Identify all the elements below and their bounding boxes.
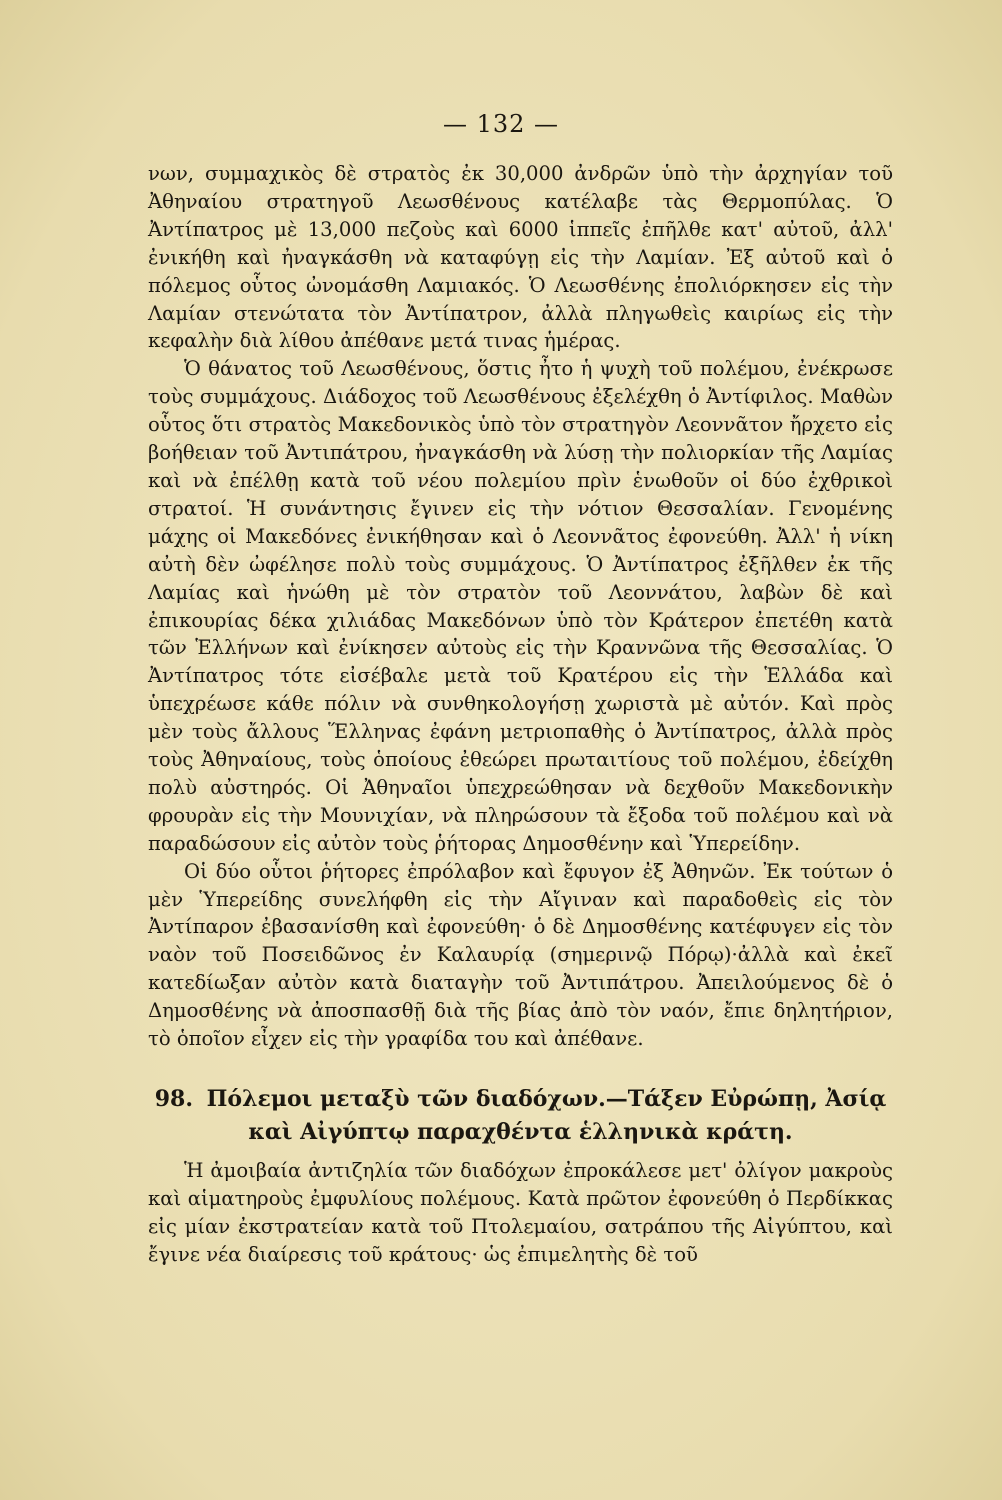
page-body: [148, 160, 893, 1269]
page-number: — 132 —: [442, 110, 560, 138]
section-number: 98.: [154, 1086, 193, 1112]
paragraph-1: νων, συμμαχικὸς δὲ στρατὸς ἐκ 30,000 ἀνδρῶν ὑπὸ τὴν ἀρχηγίαν τοῦ Ἀθηναίου στρατηγοῦ Λεωσθένους κατέλαβε τὰς Θερμοπύλας. Ὁ Ἀντίπατρος μὲ 13,000 πεζοὺς καὶ 6000 ἱππεῖς ἐπῆλθε κατ' αὐτοῦ, ἀλλ' ἐνικήθη καὶ ἠναγκάσθη νὰ καταφύγῃ εἰς τὴν Λαμίαν. Ἐξ αὐτοῦ καὶ ὁ πόλεμος οὗτος ὠνομάσθη Λαμιακός. Ὁ Λεωσθένης ἐπολιόρκησεν εἰς τὴν Λαμίαν στενώτατα τὸν Ἀντίπατρον, ἀλλὰ πληγωθεὶς καιρίως εἰς τὴν κεφαλὴν διὰ λίθου ἀπέθανε μετά τινας ἡμέρας.: [148, 162, 893, 353]
paragraph-3: Οἱ δύο οὗτοι ῥήτορες ἐπρόλαβον καὶ ἔφυγον ἐξ Ἀθηνῶν. Ἐκ τούτων ὁ μὲν Ὑπερείδης συνελήφθη εἰς τὴν Αἴγιναν καὶ παραδοθεὶς εἰς τὸν Ἀντίπαρον ἐβασανίσθη καὶ ἐφονεύθη· ὁ δὲ Δημοσθένης κατέφυγεν εἰς τὸν ναὸν τοῦ Ποσειδῶνος ἐν Καλαυρίᾳ (σημερινῷ Πόρῳ)·ἀλλὰ καὶ ἐκεῖ κατεδίωξαν αὐτὸν κατὰ διαταγὴν τοῦ Ἀντιπάτρου. Ἀπειλούμενος δὲ ὁ Δημοσθένης νὰ ἀποσπασθῇ διὰ τῆς βίας ἀπὸ τὸν ναόν, ἔπιε δηλητήριον, τὸ ὁποῖον εἶχεν εἰς τὴν γραφίδα του καὶ ἀπέθανε.: [148, 859, 893, 1051]
section-title: Πόλεμοι μεταξὺ τῶν διαδόχων.—Τάξεν Εὐρώπῃ, Ἀσίᾳ καὶ Αἰγύπτῳ παραχθέντα ἑλληνικὰ κράτη.: [206, 1086, 887, 1145]
paragraph-4: Ἡ ἀμοιβαία ἀντιζηλία τῶν διαδόχων ἐπροκάλεσε μετ' ὀλίγον μακροὺς καὶ αἱματηροὺς ἐμφυλίους πολέμους. Κατὰ πρῶτον ἐφονεύθη ὁ Περδίκκας εἰς μίαν ἐκστρατείαν κατὰ τοῦ Πτολεμαίου, σατράπου τῆς Αἰγύπτου, καὶ ἔγινε νέα διαίρεσις τοῦ κράτους· ὡς ἐπιμελητὴς δὲ τοῦ: [148, 1159, 893, 1266]
section-heading: [148, 1083, 893, 1149]
paragraph-2: Ὁ θάνατος τοῦ Λεωσθένους, ὅστις ἦτο ἡ ψυχὴ τοῦ πολέμου, ἐνέκρωσε τοὺς συμμάχους. Διάδοχος τοῦ Λεωσθένους ἐξελέχθη ὁ Ἀντίφιλος. Μαθὼν οὗτος ὅτι στρατὸς Μακεδονικὸς ὑπὸ τὸν στρατηγὸν Λεοννᾶτον ἤρχετο εἰς βοήθειαν τοῦ Ἀντιπάτρου, ἠναγκάσθη νὰ λύσῃ τὴν πολιορκίαν τῆς Λαμίας καὶ νὰ ἐπέλθῃ κατὰ τοῦ νέου πολεμίου πρὶν ἑνωθοῦν οἱ δύο ἐχθρικοὶ στρατοί. Ἡ συνάντησις ἔγινεν εἰς τὴν νότιον Θεσσαλίαν. Γενομένης μάχης οἱ Μακεδόνες ἐνικήθησαν καὶ ὁ Λεοννᾶτος ἐφονεύθη. Ἀλλ' ἡ νίκη αὐτὴ δὲν ὠφέλησε πολὺ τοὺς συμμάχους. Ὁ Ἀντίπατρος ἐξῆλθεν ἐκ τῆς Λαμίας καὶ ἡνώθη μὲ τὸν στρατὸν τοῦ Λεοννάτου, λαβὼν δὲ καὶ ἐπικουρίας δέκα χιλιάδας Μακεδόνων ὑπὸ τὸν Κράτερον ἐπετέθη κατὰ τῶν Ἑλλήνων καὶ ἐνίκησεν αὐτοὺς εἰς τὴν Κραννῶνα τῆς Θεσσαλίας. Ὁ Ἀντίπατρος τότε εἰσέβαλε μετὰ τοῦ Κρατέρου εἰς τὴν Ἑλλάδα καὶ ὑπεχρέωσε κάθε πόλιν νὰ συνθηκολογήσῃ χωριστὰ μὲ αὐτόν. Καὶ πρὸς μὲν τοὺς ἄλλους Ἕλληνας ἐφάνη μετριοπαθὴς ὁ Ἀντίπατρος, ἀλλὰ πρὸς τοὺς Ἀθηναίους, τοὺς ὁποίους ἐθεώρει πρωταιτίους τοῦ πολέμου, ἐδείχθη πολὺ αὐστηρός. Οἱ Ἀθηναῖοι ὑπεχρεώθησαν νὰ δεχθοῦν Μακεδονικὴν φρουρὰν εἰς τὴν Μουνιχίαν, νὰ πληρώσουν τὰ ἔξοδα τοῦ πολέμου καὶ νὰ παραδώσουν εἰς αὐτὸν τοὺς ῥήτορας Δημοσθένην καὶ Ὑπερείδην.: [148, 357, 893, 855]
